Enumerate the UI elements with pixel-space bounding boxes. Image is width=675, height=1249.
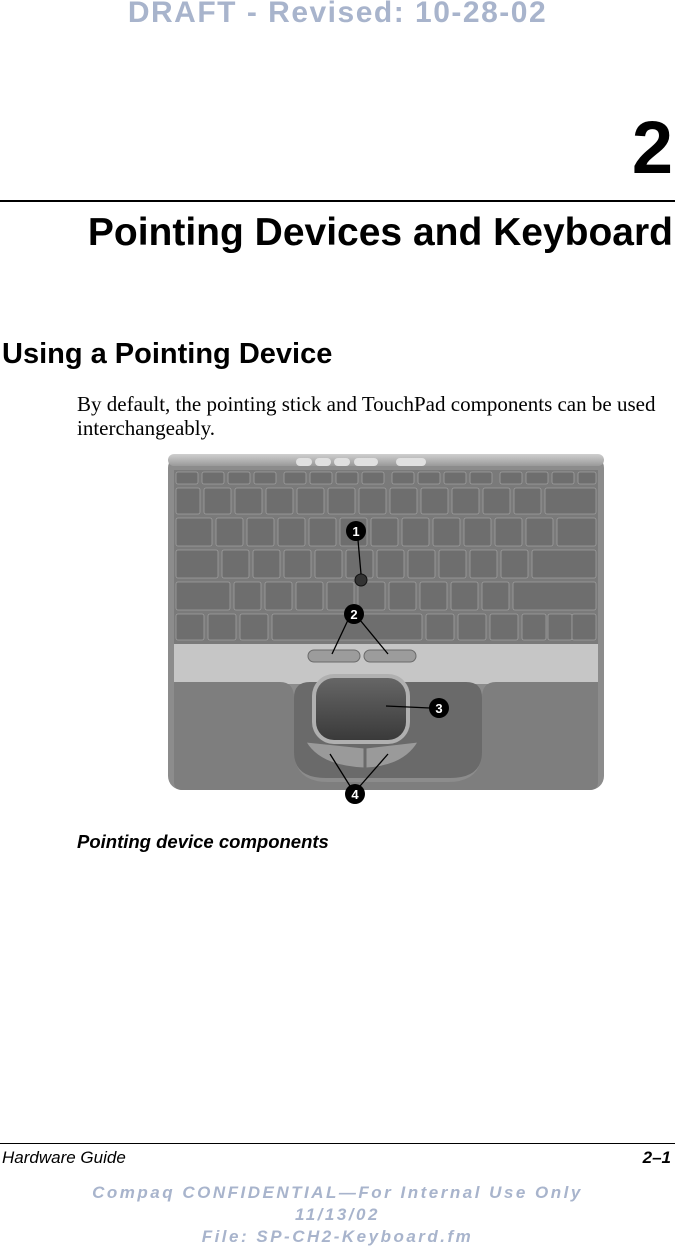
body-paragraph: By default, the pointing stick and TouchPad components can be used interchangeably. xyxy=(77,392,656,440)
pointing-device-figure xyxy=(160,452,610,812)
svg-text:3: 3 xyxy=(435,701,443,716)
draft-banner: DRAFT - Revised: 10-28-02 xyxy=(127,0,548,29)
svg-text:2: 2 xyxy=(350,607,358,622)
confidential-date: 11/13/02 xyxy=(295,1205,380,1224)
section-heading: Using a Pointing Device xyxy=(2,338,333,370)
pointing-stick xyxy=(355,574,367,586)
confidential-notice xyxy=(0,1182,675,1248)
footer-page-number: 2–1 xyxy=(642,1148,671,1167)
confidential-file: File: SP-CH2-Keyboard.fm xyxy=(201,1227,474,1246)
figure-caption: Pointing device components xyxy=(77,831,329,852)
callout-1 xyxy=(346,521,366,541)
chapter-number: 2 xyxy=(631,106,673,189)
chapter-title: Pointing Devices and Keyboard xyxy=(87,211,673,254)
laptop-keyboard-illustration xyxy=(160,452,610,812)
svg-text:1: 1 xyxy=(352,524,360,539)
confidential-line: Compaq CONFIDENTIAL—For Internal Use Only xyxy=(92,1183,583,1202)
callout-2 xyxy=(344,604,364,624)
touchpad-surface xyxy=(316,678,406,740)
callout-3 xyxy=(429,698,449,718)
footer-divider xyxy=(0,1143,675,1144)
svg-text:4: 4 xyxy=(351,787,359,802)
footer-guide-name: Hardware Guide xyxy=(2,1148,126,1167)
chapter-divider xyxy=(0,200,675,202)
callout-4 xyxy=(345,784,365,804)
